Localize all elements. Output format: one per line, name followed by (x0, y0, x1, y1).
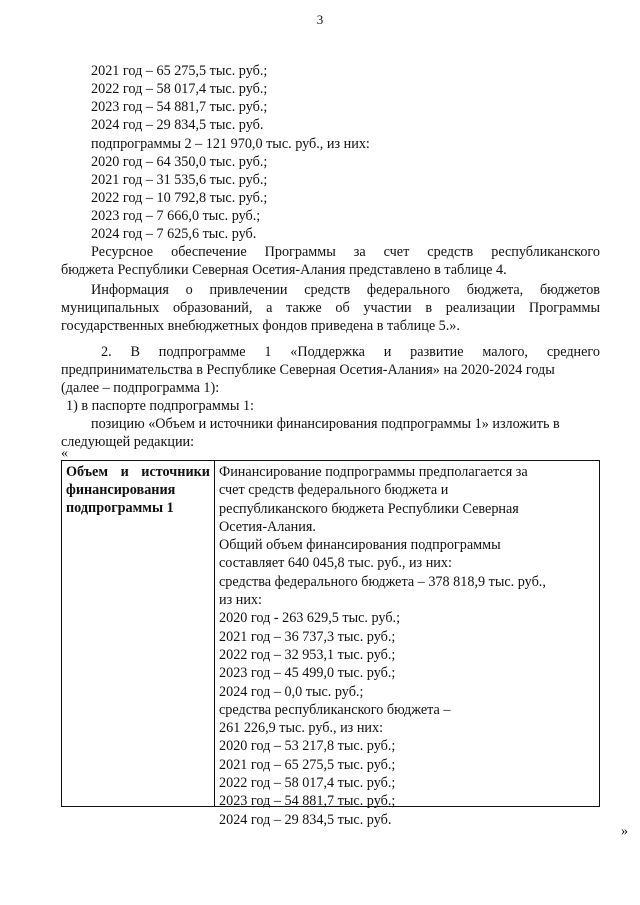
sub2-line-2022: 2022 год – 10 792,8 тыс. руб.; (91, 190, 268, 206)
header-line-2: финансирования (66, 482, 176, 498)
content-line: составляет 640 045,8 тыс. руб., из них: (219, 555, 452, 572)
position-paragraph-line-2: следующей редакции: (61, 434, 195, 450)
content-line: республиканского бюджета Республики Северная (219, 500, 519, 517)
sub2-line-2024: 2024 год – 7 625,6 тыс. руб. (91, 226, 257, 242)
closing-quote: » (621, 824, 628, 839)
section2-line-3: (далее – подпрограмма 1): (61, 380, 220, 396)
content-line: 2022 год – 32 953,1 тыс. руб.; (219, 646, 396, 663)
sub2-line-2021: 2021 год – 31 535,6 тыс. руб.; (91, 172, 268, 188)
content-line: средства республиканского бюджета – (219, 701, 451, 718)
resource-paragraph-line-1: Ресурсное обеспечение Программы за счет средств республиканского (91, 244, 600, 260)
table-column-divider (214, 461, 215, 806)
financing-table (61, 460, 600, 828)
info-paragraph-line-2: муниципальных образований, а также об участии в реализации Программы (61, 300, 600, 316)
content-line: счет средств федерального бюджета и (219, 482, 449, 499)
subprogram-2-total: подпрограммы 2 – 121 970,0 тыс. руб., из них: (91, 136, 370, 152)
header-line-1: Объем и источники (66, 464, 210, 480)
sub2-line-2020: 2020 год – 64 350,0 тыс. руб.; (91, 154, 268, 170)
section2-line-2: предпринимательства в Республике Северная Осетия-Алания» на 2020-2024 годы (61, 362, 555, 378)
content-line: Осетия-Алания. (219, 518, 316, 535)
content-line: 2021 год – 36 737,3 тыс. руб.; (219, 628, 396, 645)
year-line-2021: 2021 год – 65 275,5 тыс. руб.; (91, 63, 268, 79)
sub2-line-2023: 2023 год – 7 666,0 тыс. руб.; (91, 208, 261, 224)
info-paragraph-line-1: Информация о привлечении средств федерального бюджета, бюджетов (91, 282, 600, 298)
content-line: 2020 год – 53 217,8 тыс. руб.; (219, 738, 396, 755)
table-content-cell (219, 463, 597, 829)
content-line: 2024 год – 0,0 тыс. руб.; (219, 683, 364, 700)
passport-item: 1) в паспорте подпрограммы 1: (66, 398, 254, 414)
header-line-3: подпрограммы 1 (66, 500, 174, 516)
content-line: 2023 год – 54 881,7 тыс. руб.; (219, 793, 396, 810)
year-line-2024: 2024 год – 29 834,5 тыс. руб. (91, 117, 264, 133)
position-paragraph-line-1: позицию «Объем и источники финансирования подпрограммы 1» изложить в (91, 416, 560, 432)
content-line: 2023 год – 45 499,0 тыс. руб.; (219, 665, 396, 682)
content-line: средства федерального бюджета – 378 818,9 тыс. руб., (219, 573, 546, 590)
section2-line-1: 2. В подпрограмме 1 «Поддержка и развитие малого, среднего (101, 344, 600, 360)
content-line: 2024 год – 29 834,5 тыс. руб. (219, 811, 392, 828)
table-header-cell (62, 463, 214, 517)
info-paragraph-line-3: государственных внебюджетных фондов приведена в таблице 5.». (61, 318, 460, 334)
content-line: Финансирование подпрограммы предполагается за (219, 464, 528, 480)
year-line-2023: 2023 год – 54 881,7 тыс. руб.; (91, 99, 268, 115)
content-line: 2022 год – 58 017,4 тыс. руб.; (219, 775, 396, 792)
opening-quote: « (61, 446, 68, 461)
page-number: 3 (316, 12, 324, 27)
resource-paragraph-line-2: бюджета Республики Северная Осетия-Алания представлено в таблице 4. (61, 262, 507, 278)
content-line: Общий объем финансирования подпрограммы (219, 537, 501, 554)
year-line-2022: 2022 год – 58 017,4 тыс. руб.; (91, 81, 268, 97)
content-line: 2020 год - 263 629,5 тыс. руб.; (219, 610, 401, 627)
content-line: из них: (219, 592, 262, 609)
content-line: 2021 год – 65 275,5 тыс. руб.; (219, 756, 396, 773)
content-line: 261 226,9 тыс. руб., из них: (219, 720, 384, 737)
